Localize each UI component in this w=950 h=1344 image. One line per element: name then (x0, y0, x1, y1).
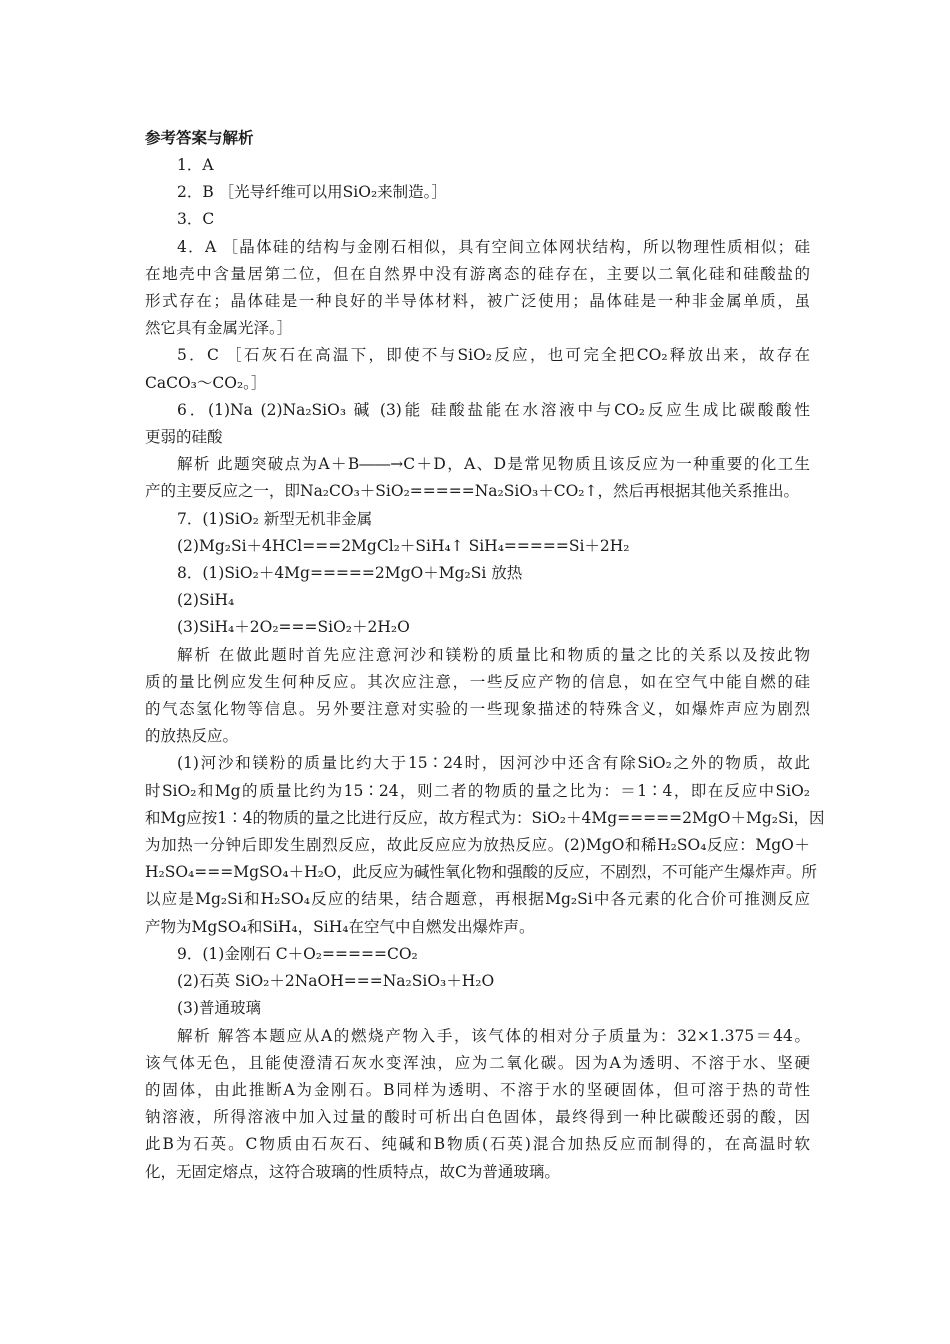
text-line: 在地壳中含量居第二位，但在自然界中没有游离态的硅存在，主要以二氧化硅和硅酸盐的 (145, 264, 810, 283)
text-line: (2)石英 SiO₂＋2NaOH===Na₂SiO₃＋H₂O (177, 972, 495, 991)
answer-body (145, 152, 825, 1186)
text-line: 形式存在；晶体硅是一种良好的半导体材料，被广泛使用；晶体硅是一种非金属单质，虽 (145, 292, 810, 311)
text-line: H₂SO₄===MgSO₄＋H₂O，此反应为碱性氧化物和强酸的反应，不剧烈，不可能产生爆炸声。所 (145, 863, 818, 882)
text-line: (2)SiH₄ (177, 591, 235, 610)
text-line: 和Mg应按1∶4的物质的量之比进行反应，故方程式为：SiO₂＋4Mg=====2MgO＋Mg₂Si，因 (145, 808, 825, 827)
text-line: 产物为MgSO₄和SiH₄，SiH₄在空气中自燃发出爆炸声。 (145, 917, 535, 936)
text-line: 质的量比例应发生何种反应。其次应注意，一些反应产物的信息，如在空气中能自燃的硅 (145, 672, 810, 691)
text-line: 2．B ［光导纤维可以用SiO₂来制造。］ (177, 183, 447, 202)
text-line: 此B为石英。C物质由石灰石、纯碱和B物质(石英)混合加热反应而制得的，在高温时软 (145, 1135, 810, 1154)
text-line: 产的主要反应之一，即Na₂CO₃＋SiO₂=====Na₂SiO₃＋CO₂↑，然后再根据其他关系推出。 (145, 482, 800, 501)
answer-document (145, 125, 825, 1186)
text-line: 该气体无色，且能使澄清石灰水变浑浊，应为二氧化碳。因为A为透明、不溶于水、坚硬 (145, 1053, 810, 1072)
text-line: (2)Mg₂Si＋4HCl===2MgCl₂＋SiH₄↑ SiH₄=====Si＋2H₂ (177, 536, 630, 555)
text-line: 更弱的硅酸 (145, 428, 223, 447)
text-line: 3．C (177, 210, 215, 229)
text-line: 以应是Mg₂Si和H₂SO₄反应的结果，结合题意，再根据Mg₂Si中各元素的化合价可推测反应 (145, 890, 810, 909)
text-line: 时SiO₂和Mg的质量比约为15∶24，则二者的物质的量之比为：＝1∶4，即在反应中SiO₂ (145, 781, 810, 800)
text-line: 的气态氢化物等信息。另外要注意对实验的一些现象描述的特殊含义，如爆炸声应为剧烈 (145, 700, 810, 719)
text-line: (1)河沙和镁粉的质量比约大于15∶24时，因河沙中还含有除SiO₂之外的物质，故此 (177, 754, 810, 773)
text-line: CaCO₃～CO₂。］ (145, 373, 267, 392)
text-line: 5．C ［石灰石在高温下，即使不与SiO₂反应，也可完全把CO₂释放出来，故存在 (177, 346, 810, 365)
text-line: (3)普通玻璃 (177, 999, 261, 1018)
text-line: 然它具有金属光泽。］ (145, 319, 293, 338)
text-line: 的放热反应。 (145, 727, 239, 746)
text-line: 6．(1)Na (2)Na₂SiO₃ 碱 (3)能 硅酸盐能在水溶液中与CO₂反应生成比碳酸酸性 (177, 400, 810, 419)
text-line: 9．(1)金刚石 C＋O₂=====CO₂ (177, 944, 418, 963)
text-line: 为加热一分钟后即发生剧烈反应，故此反应应为放热反应。(2)MgO和稀H₂SO₄反应：MgO＋ (145, 836, 810, 855)
text-line: 钠溶液，所得溶液中加入过量的酸时可析出白色固体，最终得到一种比碳酸还弱的酸，因 (145, 1108, 810, 1127)
text-line: 解析 此题突破点为A＋B――→C＋D，A、D是常见物质且该反应为一种重要的化工生 (177, 455, 810, 474)
document-title: 参考答案与解析 (145, 129, 254, 147)
text-line: (3)SiH₄＋2O₂===SiO₂＋2H₂O (177, 618, 410, 637)
text-line: 7．(1)SiO₂ 新型无机非金属 (177, 509, 373, 528)
text-line: 解析 解答本题应从A的燃烧产物入手，该气体的相对分子质量为：32×1.375＝44。 (177, 1026, 810, 1045)
text-line: 的固体，由此推断A为金刚石。B同样为透明、不溶于水的坚硬固体，但可溶于热的苛性 (145, 1080, 810, 1099)
text-line: 解析 在做此题时首先应注意河沙和镁粉的质量比和物质的量之比的关系以及按此物 (177, 645, 810, 664)
text-line: 8．(1)SiO₂＋4Mg=====2MgO＋Mg₂Si 放热 (177, 564, 523, 583)
text-line: 1．A (177, 156, 214, 174)
text-line: 化，无固定熔点，这符合玻璃的性质特点，故C为普通玻璃。 (145, 1162, 560, 1181)
text-line: 4．A ［晶体硅的结构与金刚石相似，具有空间立体网状结构，所以物理性质相似；硅 (177, 237, 810, 256)
